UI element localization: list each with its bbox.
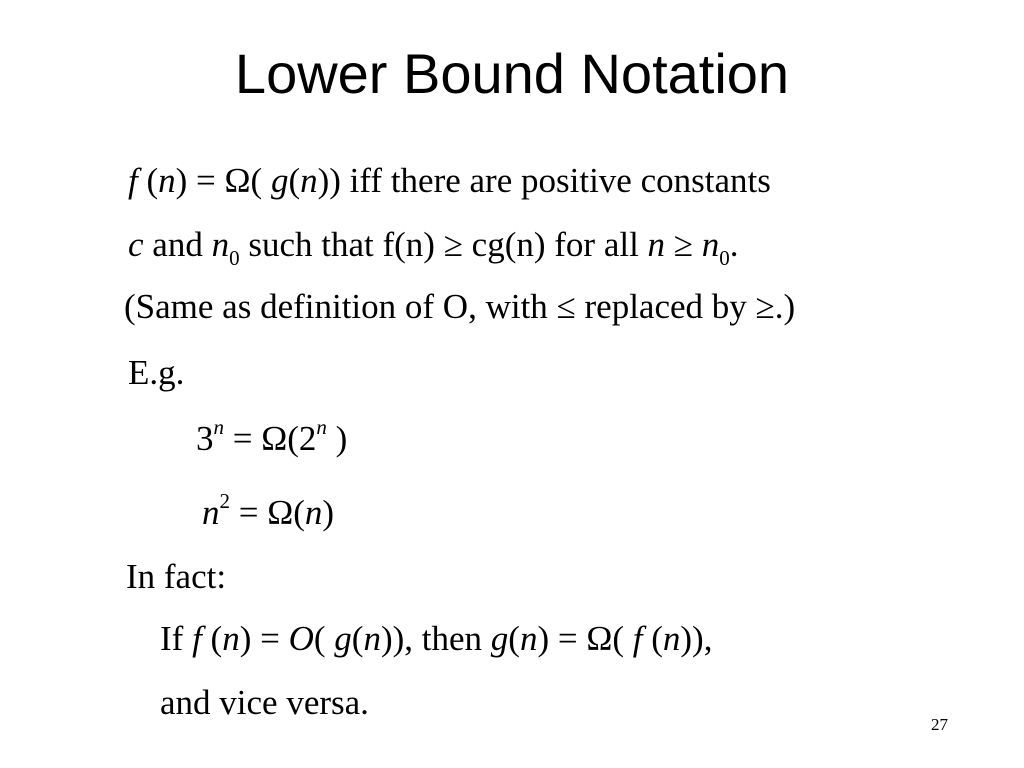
variable-n: n (662, 619, 681, 658)
definition-line-2 (128, 224, 739, 270)
function-g: g (270, 161, 289, 200)
text-fragment: ) = Ω( (175, 161, 271, 200)
text-fragment: and (143, 225, 212, 264)
text-fragment: If (160, 619, 193, 658)
variable-n: n (304, 493, 323, 532)
function-f: f (128, 161, 138, 200)
function-f: f (632, 619, 643, 658)
text-fragment: ( (313, 619, 335, 658)
text-fragment: ( (642, 619, 663, 658)
text-fragment: ( (351, 619, 364, 658)
function-g: g (490, 619, 509, 658)
example-label: E.g. (128, 353, 185, 392)
variable-n: n (647, 225, 666, 264)
variable-n: n (211, 225, 230, 264)
variable-n: n (300, 161, 318, 200)
variable-n: n (202, 493, 220, 532)
text-fragment: such that f(n) ≥ cg(n) for all (239, 225, 648, 264)
definition-text: iff there are positive constants (340, 161, 771, 200)
big-o: O (288, 619, 314, 658)
text-fragment: )), (680, 619, 713, 658)
text-fragment: = Ω( (230, 493, 305, 532)
text-fragment: ≥ (665, 225, 702, 264)
page-number: 27 (931, 715, 948, 734)
text-fragment: . (729, 225, 739, 264)
superscript: 2 (219, 489, 230, 513)
text-fragment: ) = (239, 619, 289, 658)
variable-n: n (701, 225, 720, 264)
text-fragment: ( (508, 619, 520, 658)
slide-title: Lower Bound Notation (234, 42, 790, 105)
subscript: 0 (719, 246, 730, 270)
function-g: g (334, 619, 352, 658)
subscript: 0 (229, 246, 240, 270)
variable-n: n (158, 161, 176, 200)
constant-c: c (128, 225, 144, 264)
function-f: f (192, 619, 202, 658)
vice-versa-text: and vice versa. (160, 683, 369, 722)
text-fragment: )), then (380, 619, 491, 658)
definition-line-3: (Same as definition of O, with ≤ replaced by ≥.) (124, 287, 796, 326)
in-fact-label: In fact: (126, 557, 227, 596)
text-fragment: ) (322, 493, 335, 532)
superscript: n (213, 415, 224, 439)
text-fragment: = Ω(2 (224, 419, 317, 458)
text-fragment: ( (288, 161, 301, 200)
text-fragment: ( (201, 619, 223, 658)
example-equation-2 (202, 489, 335, 538)
text-fragment: ( (137, 161, 159, 200)
text-fragment: )) (317, 161, 341, 200)
variable-n: n (222, 619, 240, 658)
superscript: n (316, 415, 327, 439)
text-fragment: ) (326, 419, 348, 458)
variable-n: n (519, 619, 538, 658)
definition-line-1 (128, 160, 771, 202)
text-fragment: ) = Ω( (537, 619, 633, 658)
fact-statement (160, 618, 712, 660)
base: 3 (196, 419, 214, 458)
example-equation-1 (196, 415, 348, 464)
variable-n: n (363, 619, 381, 658)
